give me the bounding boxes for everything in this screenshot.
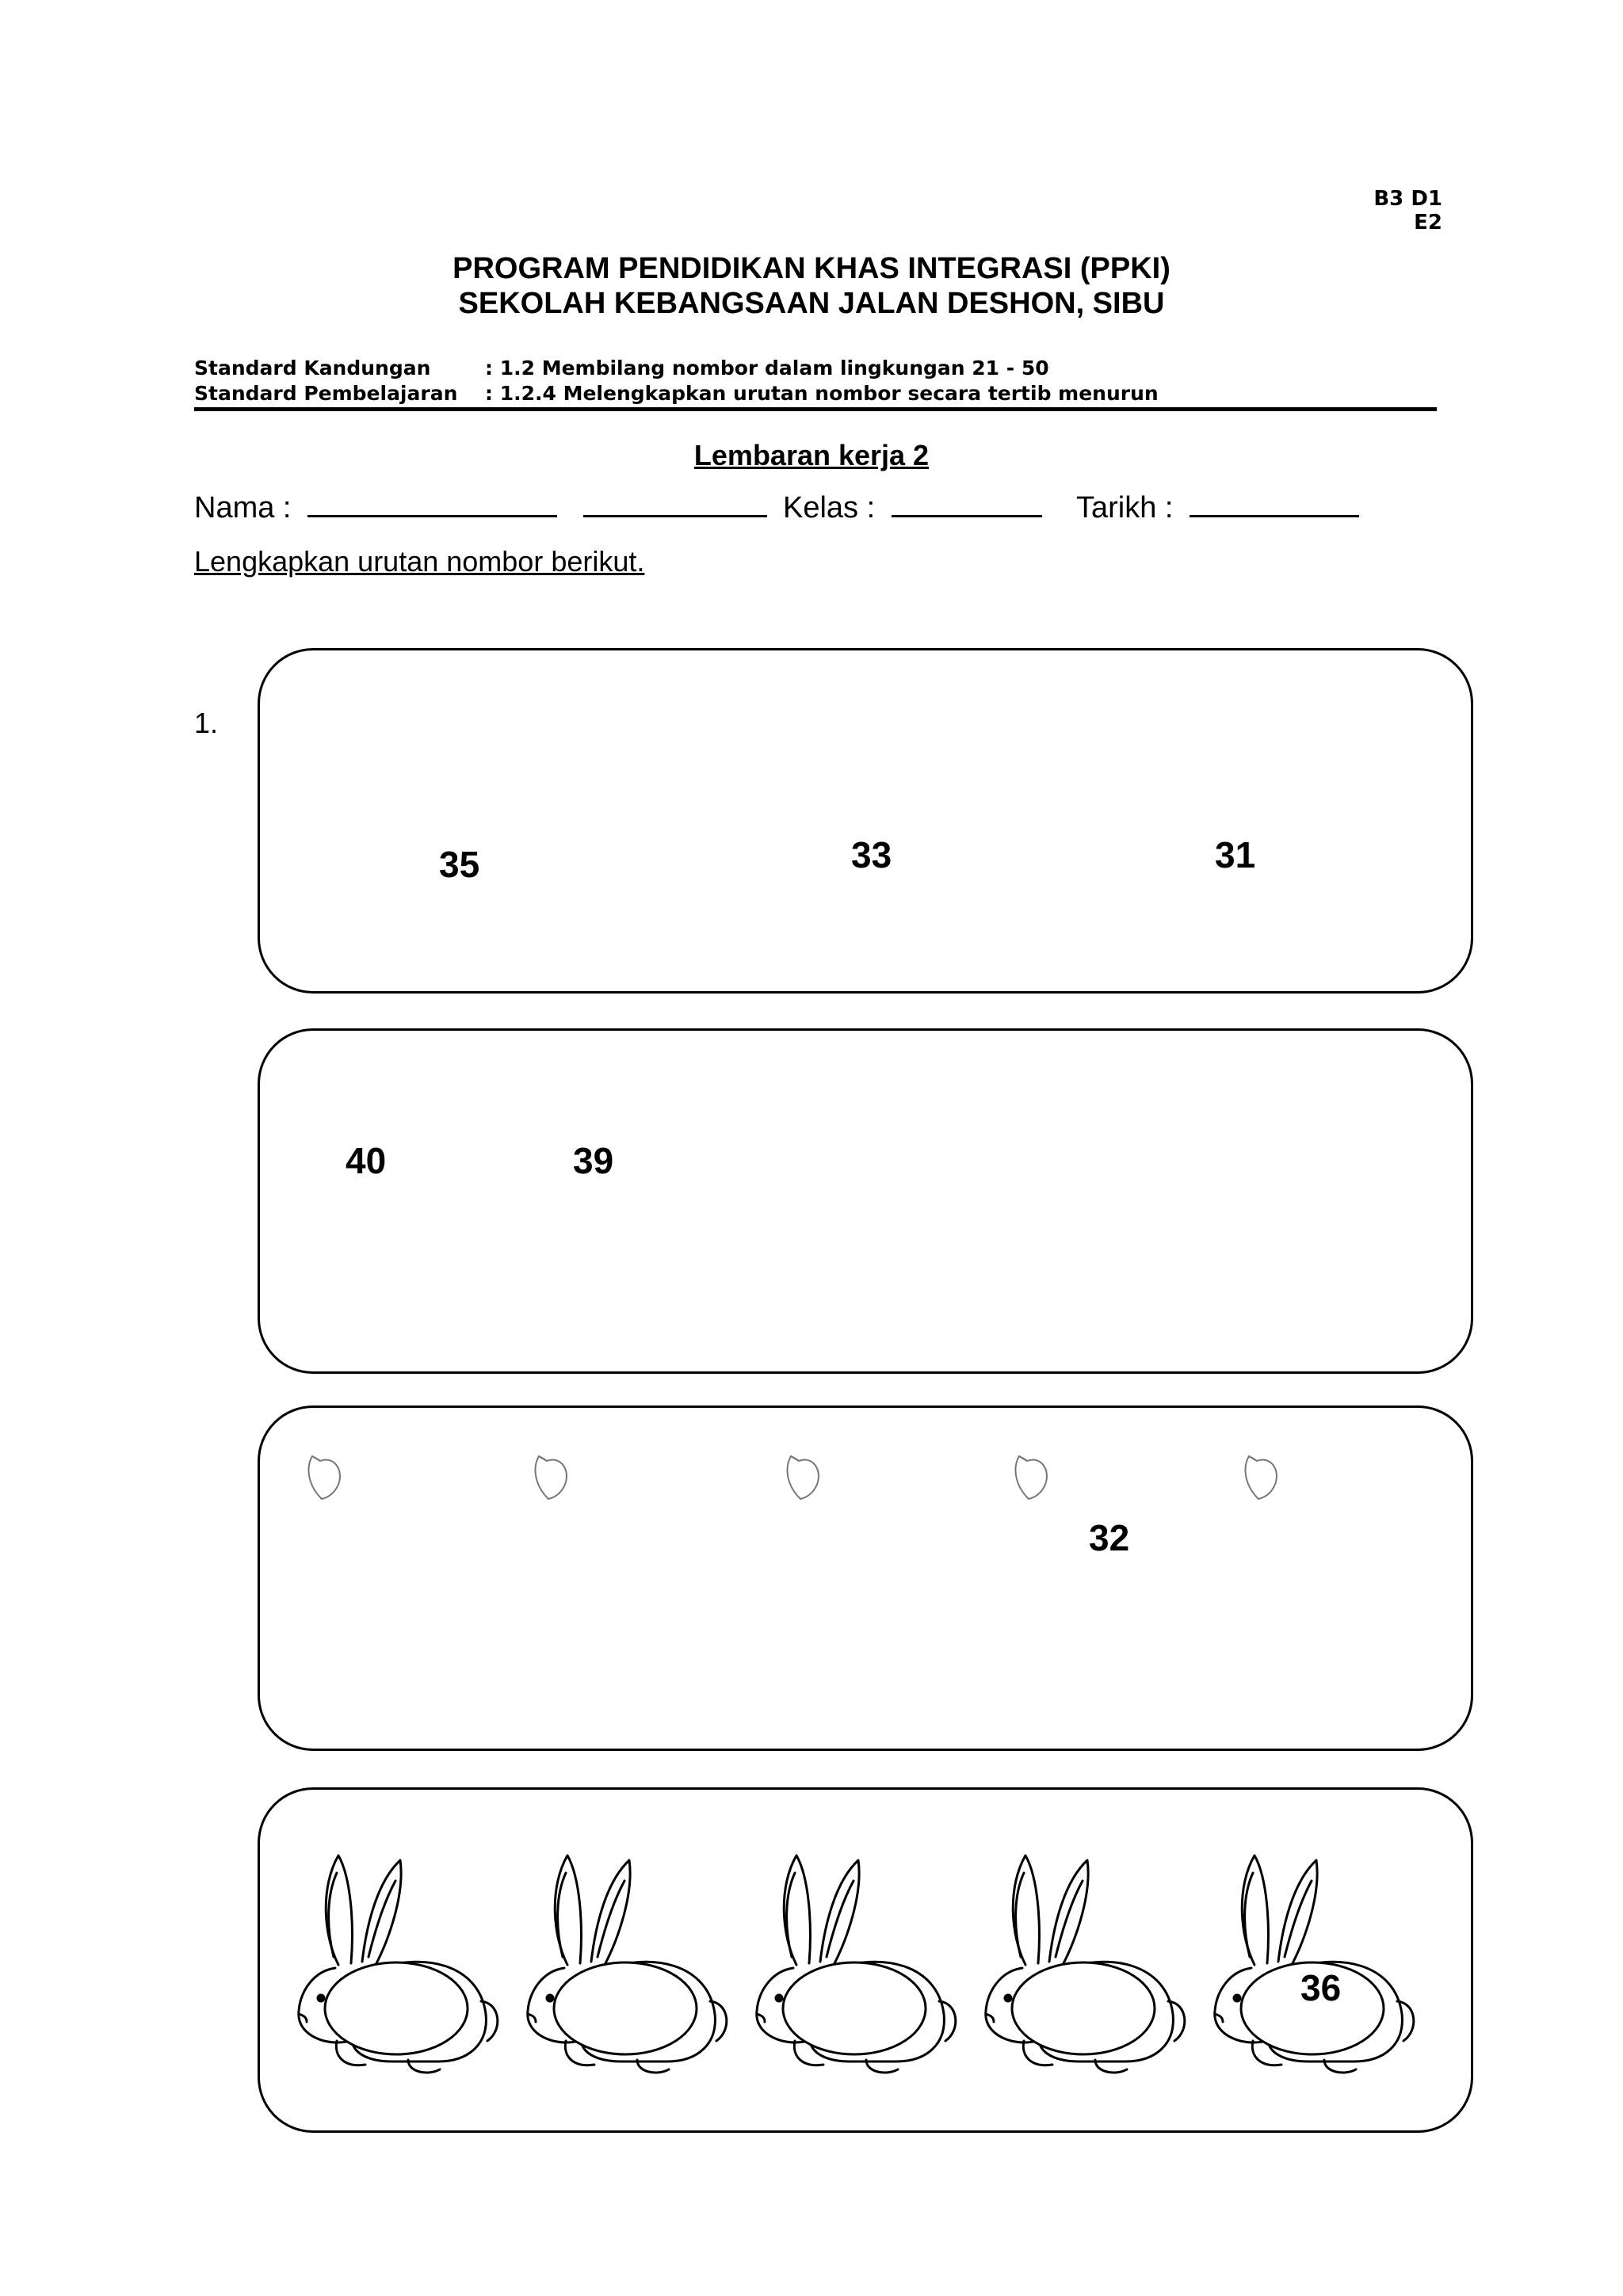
header-divider bbox=[194, 407, 1437, 411]
rabbit-icon bbox=[747, 1846, 961, 2076]
date-blank[interactable] bbox=[1190, 490, 1359, 517]
sequence-box-3 bbox=[258, 1405, 1473, 1751]
school-name-line1: PROGRAM PENDIDIKAN KHAS INTEGRASI (PPKI) bbox=[453, 252, 1170, 285]
instruction: Lengkapkan urutan nombor berikut. bbox=[194, 545, 645, 578]
question-number: 1. bbox=[194, 707, 219, 739]
standard-pembelajaran-label: Standard Pembelajaran bbox=[194, 382, 458, 405]
rabbit-icon bbox=[1205, 1846, 1419, 2076]
sequence-number: 31 bbox=[1215, 834, 1256, 875]
school-name-line2: SEKOLAH KEBANGSAAN JALAN DESHON, SIBU bbox=[458, 287, 1165, 320]
standard-kandungan-label: Standard Kandungan bbox=[194, 357, 431, 379]
standard-kandungan-value: : 1.2 Membilang nombor dalam lingkungan 21 - 50 bbox=[485, 357, 1049, 379]
sequence-number: 36 bbox=[1300, 1967, 1342, 2008]
name-blank-2[interactable] bbox=[583, 490, 767, 517]
leaf-icon bbox=[783, 1453, 824, 1504]
worksheet-code: B3 D1 E2 bbox=[1373, 187, 1442, 235]
sequence-number: 39 bbox=[573, 1140, 614, 1181]
sequence-box-2 bbox=[258, 1028, 1473, 1374]
sequence-number: 35 bbox=[439, 844, 480, 885]
class-blank[interactable] bbox=[892, 490, 1042, 517]
sequence-number: 40 bbox=[346, 1140, 387, 1181]
leaf-icon bbox=[531, 1453, 572, 1504]
sequence-box-1 bbox=[258, 648, 1473, 994]
name-field[interactable] bbox=[194, 490, 767, 525]
sequence-number: 32 bbox=[1089, 1517, 1130, 1558]
class-field[interactable] bbox=[783, 490, 1042, 525]
name-label: Nama : bbox=[194, 491, 292, 524]
rabbit-icon bbox=[289, 1846, 503, 2076]
date-field[interactable] bbox=[1076, 490, 1359, 525]
sequence-number: 33 bbox=[851, 834, 892, 875]
class-label: Kelas : bbox=[783, 491, 876, 524]
standard-pembelajaran-value: : 1.2.4 Melengkapkan urutan nombor secara tertib menurun bbox=[485, 382, 1159, 405]
leaf-icon bbox=[1011, 1453, 1052, 1504]
rabbit-icon bbox=[518, 1846, 732, 2076]
leaf-icon bbox=[1241, 1453, 1282, 1504]
worksheet-title: Lembaran kerja 2 bbox=[693, 439, 930, 471]
date-label: Tarikh : bbox=[1076, 491, 1174, 524]
leaf-icon bbox=[304, 1453, 346, 1504]
name-blank-1[interactable] bbox=[307, 490, 557, 517]
rabbit-icon bbox=[976, 1846, 1190, 2076]
